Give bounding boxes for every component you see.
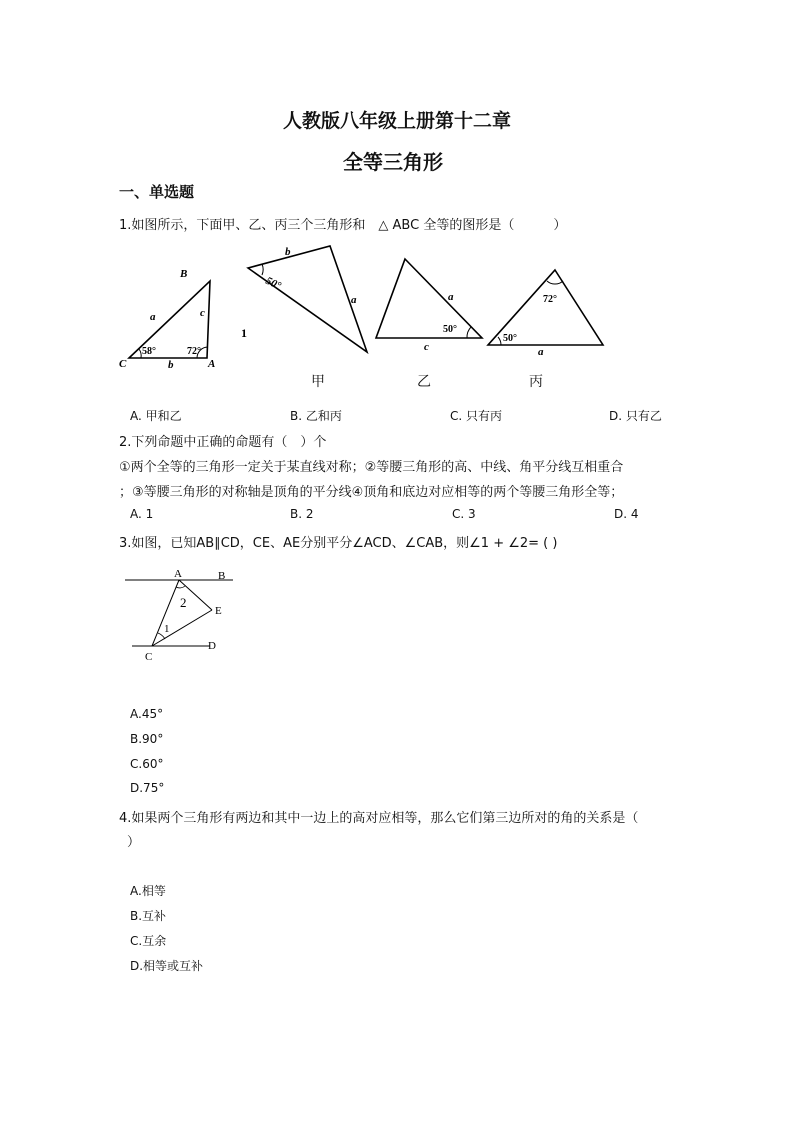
question-2-stem: 2.下列命题中正确的命题有（ ）个 bbox=[119, 435, 327, 450]
q3-option-d[interactable]: D.75° bbox=[130, 781, 165, 795]
point-E: E bbox=[215, 605, 222, 617]
question-4-stem-line1: 4.如果两个三角形有两边和其中一边上的高对应相等，那么它们第三边所对的角的关系是（ bbox=[119, 811, 639, 826]
figure-label-bing: 丙 bbox=[529, 374, 543, 390]
side-c: c bbox=[200, 307, 205, 319]
question-4-stem-line2: ） bbox=[127, 835, 141, 850]
side-a: a bbox=[150, 311, 156, 323]
point-C: C bbox=[145, 651, 153, 663]
question-3-stem: 3.如图，已知AB∥CD，CE、AE分别平分∠ACD、∠CAB，则∠1 + ∠2= ( ) bbox=[119, 536, 558, 551]
q3-option-a[interactable]: A.45° bbox=[130, 707, 164, 721]
triangle-abc bbox=[119, 268, 215, 371]
label-B: B bbox=[180, 268, 188, 280]
point-B: B bbox=[218, 570, 226, 582]
q2-option-a[interactable]: A. 1 bbox=[130, 507, 154, 521]
question-2-statements-line1: ①两个全等的三角形一定关于某直线对称；②等腰三角形的高、中线、角平分线互相重合 bbox=[119, 460, 624, 475]
q4-option-c[interactable]: C.互余 bbox=[130, 934, 167, 948]
q3-figure bbox=[118, 562, 248, 667]
q4-option-b[interactable]: B.互补 bbox=[130, 909, 167, 923]
section-heading: 一、单选题 bbox=[119, 183, 195, 201]
figure-label-jia: 甲 bbox=[311, 374, 325, 390]
figure-label-yi: 乙 bbox=[417, 374, 431, 390]
q4-option-d[interactable]: D.相等或互补 bbox=[130, 959, 204, 973]
q1-figure bbox=[110, 240, 630, 400]
question-2-statements-line2: ；③等腰三角形的对称轴是顶角的平分线④顶角和底边对应相等的两个等腰三角形全等； bbox=[119, 485, 624, 500]
side-a: a bbox=[538, 346, 544, 358]
point-A: A bbox=[174, 568, 182, 580]
triangle-jia bbox=[248, 246, 367, 352]
angle-1-label: 1 bbox=[164, 623, 170, 635]
angle-value: 50° bbox=[263, 274, 283, 293]
angle-C-value: 58° bbox=[142, 346, 156, 357]
triangle-yi bbox=[376, 259, 482, 353]
q2-option-b[interactable]: B. 2 bbox=[290, 507, 314, 521]
stray-mark: 1 bbox=[241, 326, 247, 340]
side-a: a bbox=[448, 291, 454, 303]
q4-option-a[interactable]: A.相等 bbox=[130, 884, 166, 898]
question-1-stem: 1.如图所示，下面甲、乙、丙三个三角形和 △ ABC 全等的图形是（ ） bbox=[119, 218, 567, 233]
q3-option-b[interactable]: B.90° bbox=[130, 732, 164, 746]
point-D: D bbox=[208, 640, 216, 652]
label-C: C bbox=[119, 358, 127, 370]
q1-option-d[interactable]: D. 只有乙 bbox=[609, 409, 662, 423]
q3-option-c[interactable]: C.60° bbox=[130, 757, 164, 771]
side-a: a bbox=[351, 294, 357, 306]
side-c: c bbox=[424, 341, 429, 353]
angle-value: 50° bbox=[443, 324, 457, 335]
q2-option-c[interactable]: C. 3 bbox=[452, 507, 476, 521]
q1-option-b[interactable]: B. 乙和丙 bbox=[290, 409, 342, 423]
q1-option-a[interactable]: A. 甲和乙 bbox=[130, 409, 182, 423]
side-b: b bbox=[285, 246, 291, 258]
q2-option-d[interactable]: D. 4 bbox=[614, 507, 639, 521]
angle-2-label: 2 bbox=[180, 595, 187, 610]
page-subtitle: 全等三角形 bbox=[343, 150, 443, 174]
q1-option-c[interactable]: C. 只有丙 bbox=[450, 409, 503, 423]
side-b: b bbox=[168, 359, 174, 371]
angle-left-value: 50° bbox=[503, 333, 517, 344]
triangle-bing bbox=[488, 270, 603, 358]
angle-top-value: 72° bbox=[543, 294, 557, 305]
page-title: 人教版八年级上册第十二章 bbox=[283, 110, 512, 132]
angle-A-value: 72° bbox=[187, 346, 201, 357]
label-A: A bbox=[208, 358, 216, 370]
